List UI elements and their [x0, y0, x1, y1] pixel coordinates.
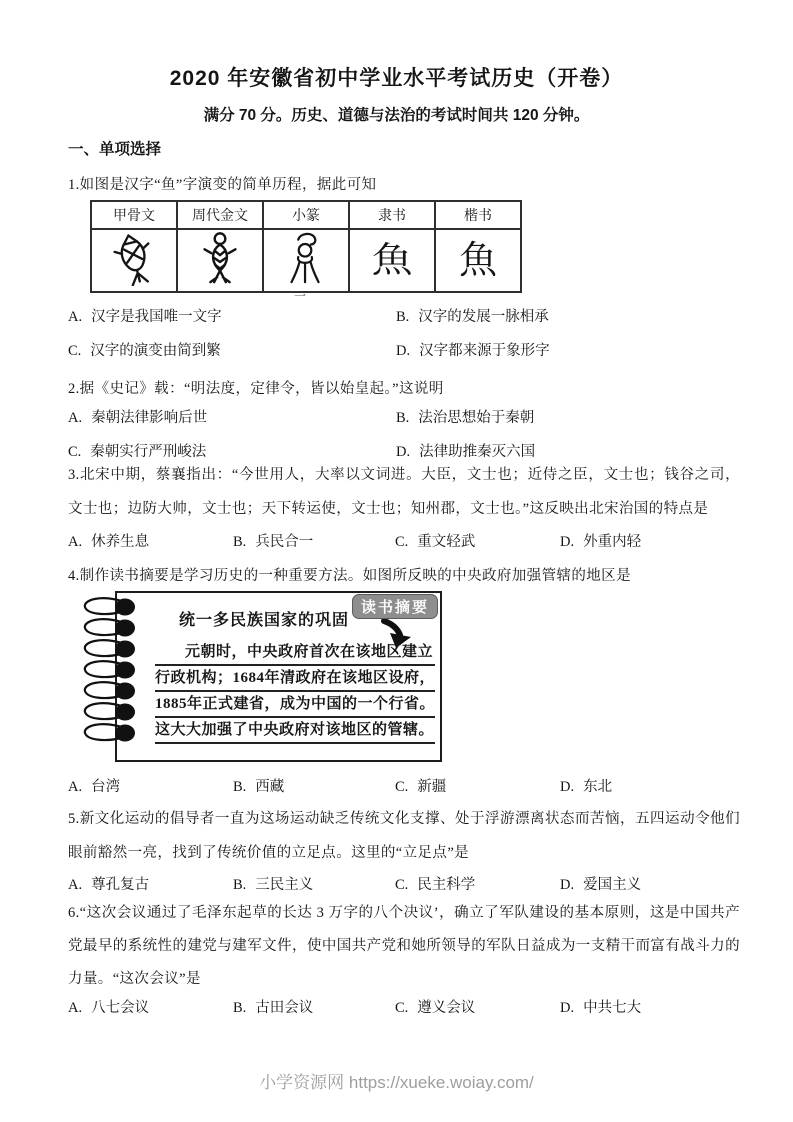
q6-option-a: A. 八七会议	[68, 1000, 150, 1016]
q4-option-a: A. 台湾	[68, 779, 121, 795]
q4-option-d: D. 东北	[560, 779, 613, 795]
q3-options-row	[68, 530, 768, 552]
col-header-oracle-bone: 甲骨文	[91, 201, 177, 229]
regular-script-fish-glyph	[435, 229, 521, 292]
q5-option-a: A. 尊孔复古	[68, 877, 150, 893]
oracle-bone-fish-glyph	[91, 229, 177, 292]
table-caption: 一	[293, 289, 306, 303]
spiral-ring-icon	[81, 660, 139, 680]
note-title: 统一多民族国家的巩固	[179, 612, 350, 629]
q5-option-b: B. 三民主义	[233, 877, 314, 893]
clerical-fish-char: 魚	[371, 241, 413, 280]
q2-option-b: B. 法治思想始于秦朝	[396, 410, 535, 426]
q1-option-d: D. 汉字都来源于象形字	[396, 343, 550, 359]
q5-options-row	[68, 873, 768, 895]
col-header-seal: 小篆	[263, 201, 349, 229]
q3-option-c: C. 重文轻武	[395, 534, 476, 550]
spiral-ring-icon	[81, 702, 139, 722]
q4-option-b: B. 西藏	[233, 779, 285, 795]
q1-fish-evolution-table	[90, 200, 522, 293]
note-text-lines	[155, 640, 435, 744]
table-header-row	[91, 201, 521, 229]
q2-stem: 2.据《史记》载：“明法度，定律令，皆以始皇起。”这说明	[68, 381, 444, 397]
section-heading: 一、单项选择	[68, 141, 162, 158]
spiral-ring-icon	[81, 597, 139, 617]
q2-option-d: D. 法律助推秦灭六国	[396, 444, 536, 460]
q1-option-c: C. 汉字的演变由简到繁	[68, 343, 221, 359]
note-line: 这大大加强了中央政府对该地区的管辖。	[155, 718, 435, 744]
q1-option-a: A. 汉字是我国唯一文字	[68, 309, 222, 325]
q6-stem: 6.“这次会议通过了毛泽东起草的长达 3 万字的八个决议’，确立了军队建设的基本原则，这是中国共产党最早的系统性的建党与建军文件，使中国共产党和她所领导的军队日益成为一支精干而富有战斗力的力量。“这次会议”是	[68, 905, 740, 987]
note-line: 元朝时，中央政府首次在该地区建立	[155, 640, 435, 666]
watermark-footer: 小学资源网 https://xueke.woiay.com/	[259, 1073, 534, 1092]
q2-option-a: A. 秦朝法律影响后世	[68, 410, 208, 426]
spiral-ring-icon	[81, 681, 139, 701]
q1-stem: 1.如图是汉字“鱼”字演变的简单历程，据此可知	[68, 177, 377, 193]
note-line: 1885年正式建省，成为中国的一个行省。	[155, 692, 435, 718]
q6-option-c: C. 遵义会议	[395, 1000, 476, 1016]
q3-option-a: A. 休养生息	[68, 534, 150, 550]
q4-stem: 4.制作读书摘要是学习历史的一种重要方法。如图所反映的中央政府加强管辖的地区是	[68, 568, 631, 584]
page-title: 2020 年安徽省初中学业水平考试历史（开卷）	[169, 67, 624, 90]
q2-option-c: C. 秦朝实行严刑峻法	[68, 444, 207, 460]
q2-options-row-1	[68, 406, 768, 428]
q4-option-c: C. 新疆	[395, 779, 447, 795]
reading-note-tab: 读书摘要	[352, 594, 438, 619]
spiral-ring-icon	[81, 618, 139, 638]
q3-option-b: B. 兵民合一	[233, 534, 314, 550]
col-header-regular: 楷书	[435, 201, 521, 229]
col-header-bronze: 周代金文	[177, 201, 263, 229]
q1-options-row-2	[68, 339, 768, 361]
q5-option-c: C. 民主科学	[395, 877, 476, 893]
regular-fish-char: 魚	[458, 239, 497, 282]
q6-options-row	[68, 996, 768, 1018]
q6-option-d: D. 中共七大	[560, 1000, 642, 1016]
page-subtitle: 满分 70 分。历史、道德与法治的考试时间共 120 分钟。	[203, 107, 590, 124]
q4-options-row	[68, 775, 768, 797]
note-line: 行政机构；1684年清政府在该地区设府，	[155, 666, 435, 692]
spiral-ring-icon	[81, 639, 139, 659]
q4-reading-note-figure	[115, 591, 442, 762]
col-header-clerical: 隶书	[349, 201, 435, 229]
bronze-script-fish-glyph	[177, 229, 263, 292]
q1-options-row-1	[68, 305, 768, 327]
q5-stem: 5.新文化运动的倡导者一直为这场运动缺乏传统文化支撑、处于浮游漂离状态而苦恼，五四运动令他们眼前豁然一亮，找到了传统价值的立足点。这里的“立足点”是	[68, 811, 740, 861]
q3-stem: 3.北宋中期，蔡襄指出：“今世用人，大率以文词进。大臣，文士也；近侍之臣，文士也；钱谷之司，文士也；边防大帅，文士也；天下转运使，文士也；知州郡，文士也。”这反映出北宋治国的特点是	[68, 467, 740, 517]
q5-option-d: D. 爱国主义	[560, 877, 642, 893]
q6-option-b: B. 古田会议	[233, 1000, 314, 1016]
spiral-ring-icon	[81, 723, 139, 743]
seal-script-fish-glyph	[263, 229, 349, 292]
q3-option-d: D. 外重内轻	[560, 534, 642, 550]
clerical-script-fish-glyph	[349, 229, 435, 292]
q1-option-b: B. 汉字的发展一脉相承	[396, 309, 549, 325]
table-glyph-row	[91, 229, 521, 292]
spiral-binding	[81, 597, 139, 743]
